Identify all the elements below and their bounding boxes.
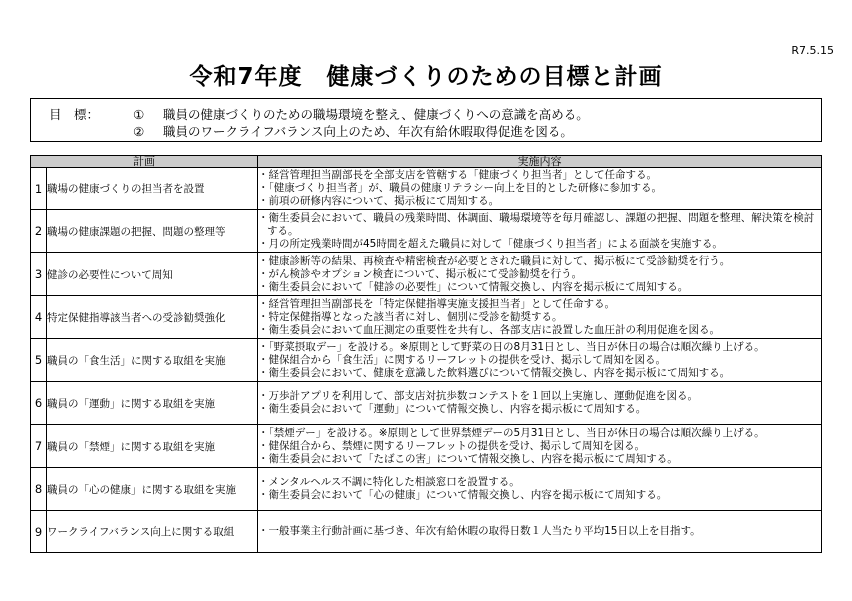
row-number: 8 (31, 468, 47, 511)
table-row (31, 425, 822, 468)
detail-cell (258, 511, 822, 553)
table-row (31, 296, 822, 339)
page-title: 令和7年度 健康づくりのための目標と計画 (189, 64, 663, 90)
detail-bullet: ・特定保健指導となった該当者に対し、個別に受診を勧奨する。 (258, 310, 563, 323)
table-row (31, 168, 822, 210)
header-plan: 計画 (31, 156, 258, 168)
detail-cell (258, 382, 822, 425)
detail-cell (258, 468, 822, 511)
detail-cell (258, 339, 822, 382)
plan-table (30, 155, 822, 553)
plan-item: 職員の「禁煙」に関する取組を実施 (47, 425, 258, 468)
goal-item-text: 職員の健康づくりのための職場環境を整え、健康づくりへの意識を高める。 (163, 107, 589, 122)
detail-bullet: ・衛生委員会において血圧測定の重要性を共有し、各部支店に設置した血圧計の利用促進を図る。 (258, 323, 720, 336)
row-number: 9 (31, 511, 47, 553)
detail-bullet: ・一般事業主行動計画に基づき、年次有給休暇の取得日数１人当たり平均15日以上を目指す。 (258, 525, 701, 537)
table-row (31, 210, 822, 253)
plan-item: 健診の必要性について周知 (47, 253, 258, 296)
detail-bullet: ・経営管理担当副部長を「特定保健指導実施支援担当者」として任命する。 (258, 297, 615, 310)
detail-bullet: ・月の所定残業時間が45時間を超えた職員に対して「健康づくり担当者」による面談を実施する。 (258, 237, 723, 250)
detail-cell (258, 296, 822, 339)
detail-bullet: ・「野菜摂取デー」を設ける。※原則として野菜の日の8月31日とし、当日が休日の場合は順次繰り上げる。 (258, 340, 765, 353)
detail-bullet: ・健保組合から「食生活」に関するリーフレットの提供を受け、掲示して周知を図る。 (258, 353, 667, 366)
goal-item-number: ② (133, 124, 145, 139)
detail-bullet: ・メンタルヘルス不調に特化した相談窓口を設置する。 (258, 476, 520, 488)
detail-bullet: ・衛生委員会において「健診の必要性」について情報交換し、内容を掲示板にて周知する。 (258, 280, 689, 293)
document-date: R7.5.15 (791, 44, 834, 57)
plan-table-body (31, 168, 822, 553)
table-row (31, 468, 822, 511)
detail-bullet: ・衛生委員会において「たばこの害」について情報交換し、内容を掲示板にて周知する。 (258, 452, 678, 465)
header-detail: 実施内容 (258, 156, 822, 168)
row-number: 3 (31, 253, 47, 296)
plan-item: 職場の健康課題の把握、問題の整理等 (47, 210, 258, 253)
plan-item: 職員の「心の健康」に関する取組を実施 (47, 468, 258, 511)
row-number: 7 (31, 425, 47, 468)
table-row (31, 382, 822, 425)
row-number: 5 (31, 339, 47, 382)
plan-item: ワークライフバランス向上に関する取組 (47, 511, 258, 553)
plan-item: 職員の「運動」に関する取組を実施 (47, 382, 258, 425)
plan-item: 特定保健指導該当者への受診勧奨強化 (47, 296, 258, 339)
plan-item: 職員の「食生活」に関する取組を実施 (47, 339, 258, 382)
detail-bullet: ・健保組合から、禁煙に関するリーフレットの提供を受け、掲示して周知を図る。 (258, 439, 646, 452)
detail-bullet: ・がん検診やオプション検査について、掲示板にて受診勧奨を行う。 (258, 267, 583, 280)
goal-item-number: ① (133, 107, 145, 122)
detail-cell (258, 210, 822, 253)
goal-item (133, 105, 589, 123)
detail-bullet: ・万歩計アプリを利用して、部支店対抗歩数コンテストを１回以上実施し、運動促進を図る。 (258, 390, 698, 402)
row-number: 4 (31, 296, 47, 339)
row-number: 2 (31, 210, 47, 253)
detail-bullet: ・衛生委員会において、職員の残業時間、体調面、職場環境等を毎月確認し、課題の把握、問題を整理、解決策を検討する。 (258, 211, 815, 237)
detail-bullet: ・衛生委員会において「運動」について情報交換し、内容を掲示板にて周知する。 (258, 403, 647, 415)
goal-item-text: 職員のワークライフバランス向上のため、年次有給休暇取得促進を図る。 (163, 124, 573, 139)
table-row (31, 339, 822, 382)
detail-bullet: ・前項の研修内容について、掲示板にて周知する。 (258, 195, 500, 207)
row-number: 6 (31, 382, 47, 425)
detail-bullet: ・衛生委員会において、健康を意識した飲料選びについて情報交換し、内容を掲示板にて周知する。 (258, 366, 731, 379)
detail-cell (258, 425, 822, 468)
row-number: 1 (31, 168, 47, 210)
detail-bullet: ・「禁煙デー」を設ける。※原則として世界禁煙デーの5月31日とし、当日が休日の場合は順次繰り上げる。 (258, 426, 765, 439)
detail-bullet: ・経営管理担当副部長を全部支店を管轄する「健康づくり担当者」として任命する。 (258, 169, 657, 181)
detail-bullet: ・衛生委員会において「心の健康」について情報交換し、内容を掲示板にて周知する。 (258, 489, 668, 501)
goal-box (30, 98, 822, 142)
table-row (31, 253, 822, 296)
detail-bullet: ・健康診断等の結果、再検査や精密検査が必要とされた職員に対して、掲示板にて受診勧奨を行う。 (258, 254, 731, 267)
detail-bullet: ・「健康づくり担当者」が、職員の健康リテラシー向上を目的とした研修に参加する。 (258, 182, 663, 194)
detail-cell (258, 168, 822, 210)
table-row (31, 511, 822, 553)
detail-cell (258, 253, 822, 296)
goal-label: 目 標： (49, 107, 100, 122)
goal-item (133, 122, 573, 140)
table-header-row (31, 156, 822, 168)
plan-item: 職場の健康づくりの担当者を設置 (47, 168, 258, 210)
